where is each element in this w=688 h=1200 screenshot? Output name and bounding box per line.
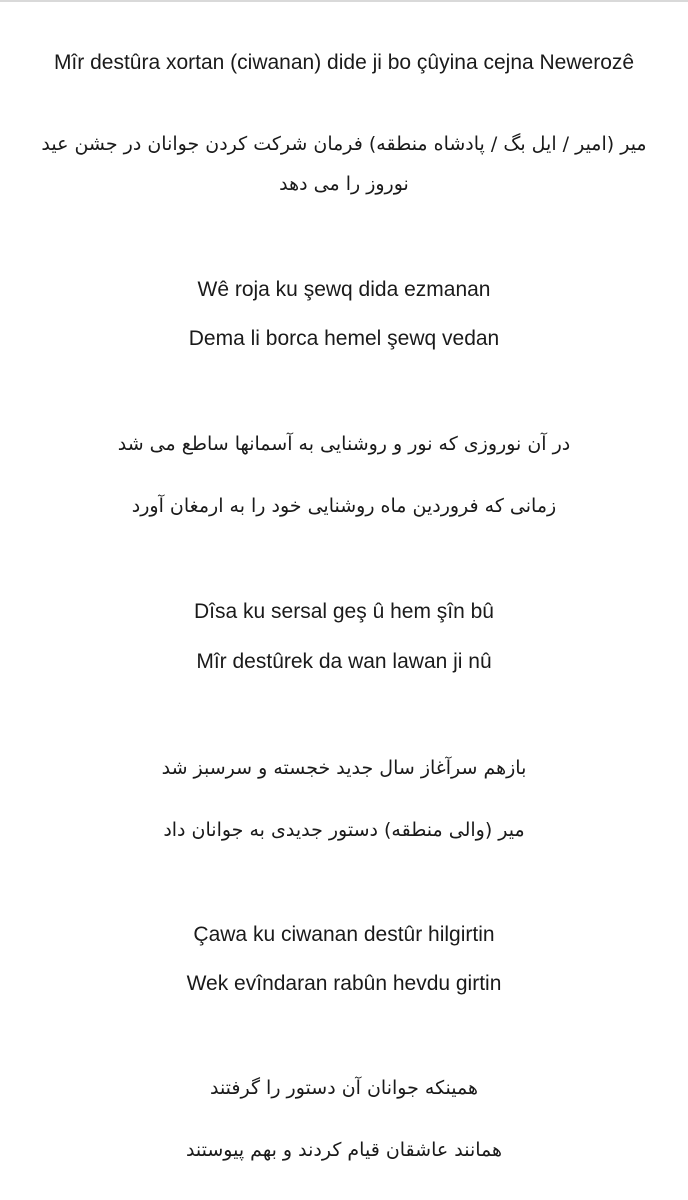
stanza-3-persian-line-1: همینکه جوانان آن دستور را گرفتند [209, 1077, 479, 1099]
stanza-2-kurdish-line-1: Dîsa ku sersal geş û hem şîn bû [194, 600, 494, 623]
stanza-2-kurdish-line-2: Mîr destûrek da wan lawan ji nû [196, 650, 492, 673]
stanza-1-persian-line-1: در آن نوروزی که نور و روشنایی به آسمانها ساطع می شد [117, 433, 571, 455]
stanza-1-kurdish-line-2: Dema li borca hemel şewq vedan [188, 327, 500, 350]
stanza-2-persian-line-1: بازهم سرآغاز سال جدید خجسته و سرسبز شد [161, 757, 527, 779]
stanza-3-kurdish-line-1: Çawa ku ciwanan destûr hilgirtin [193, 923, 495, 946]
stanza-1-persian-line-2: زمانی که فروردین ماه روشنایی خود را به ارمغان آورد [131, 495, 557, 517]
page-title: Mîr destûra xortan (ciwanan) dide ji bo çûyina cejna Newerozê [53, 51, 635, 74]
stanza-1-kurdish-line-1: Wê roja ku şewq dida ezmanan [197, 278, 491, 301]
stanza-3-persian-line-2: همانند عاشقان قیام کردند و بهم پیوستند [185, 1139, 503, 1161]
stanza-3-kurdish-line-2: Wek evîndaran rabûn hevdu girtin [186, 972, 502, 995]
stanza-2-persian-line-2: میر (والی منطقه) دستور جدیدی به جوانان داد [163, 819, 525, 841]
persian-title: میر (امیر / ایل بگ / پادشاه منطقه) فرمان شرکت کردن جوانان در جشن عید نوروز را می دهد [41, 133, 647, 195]
